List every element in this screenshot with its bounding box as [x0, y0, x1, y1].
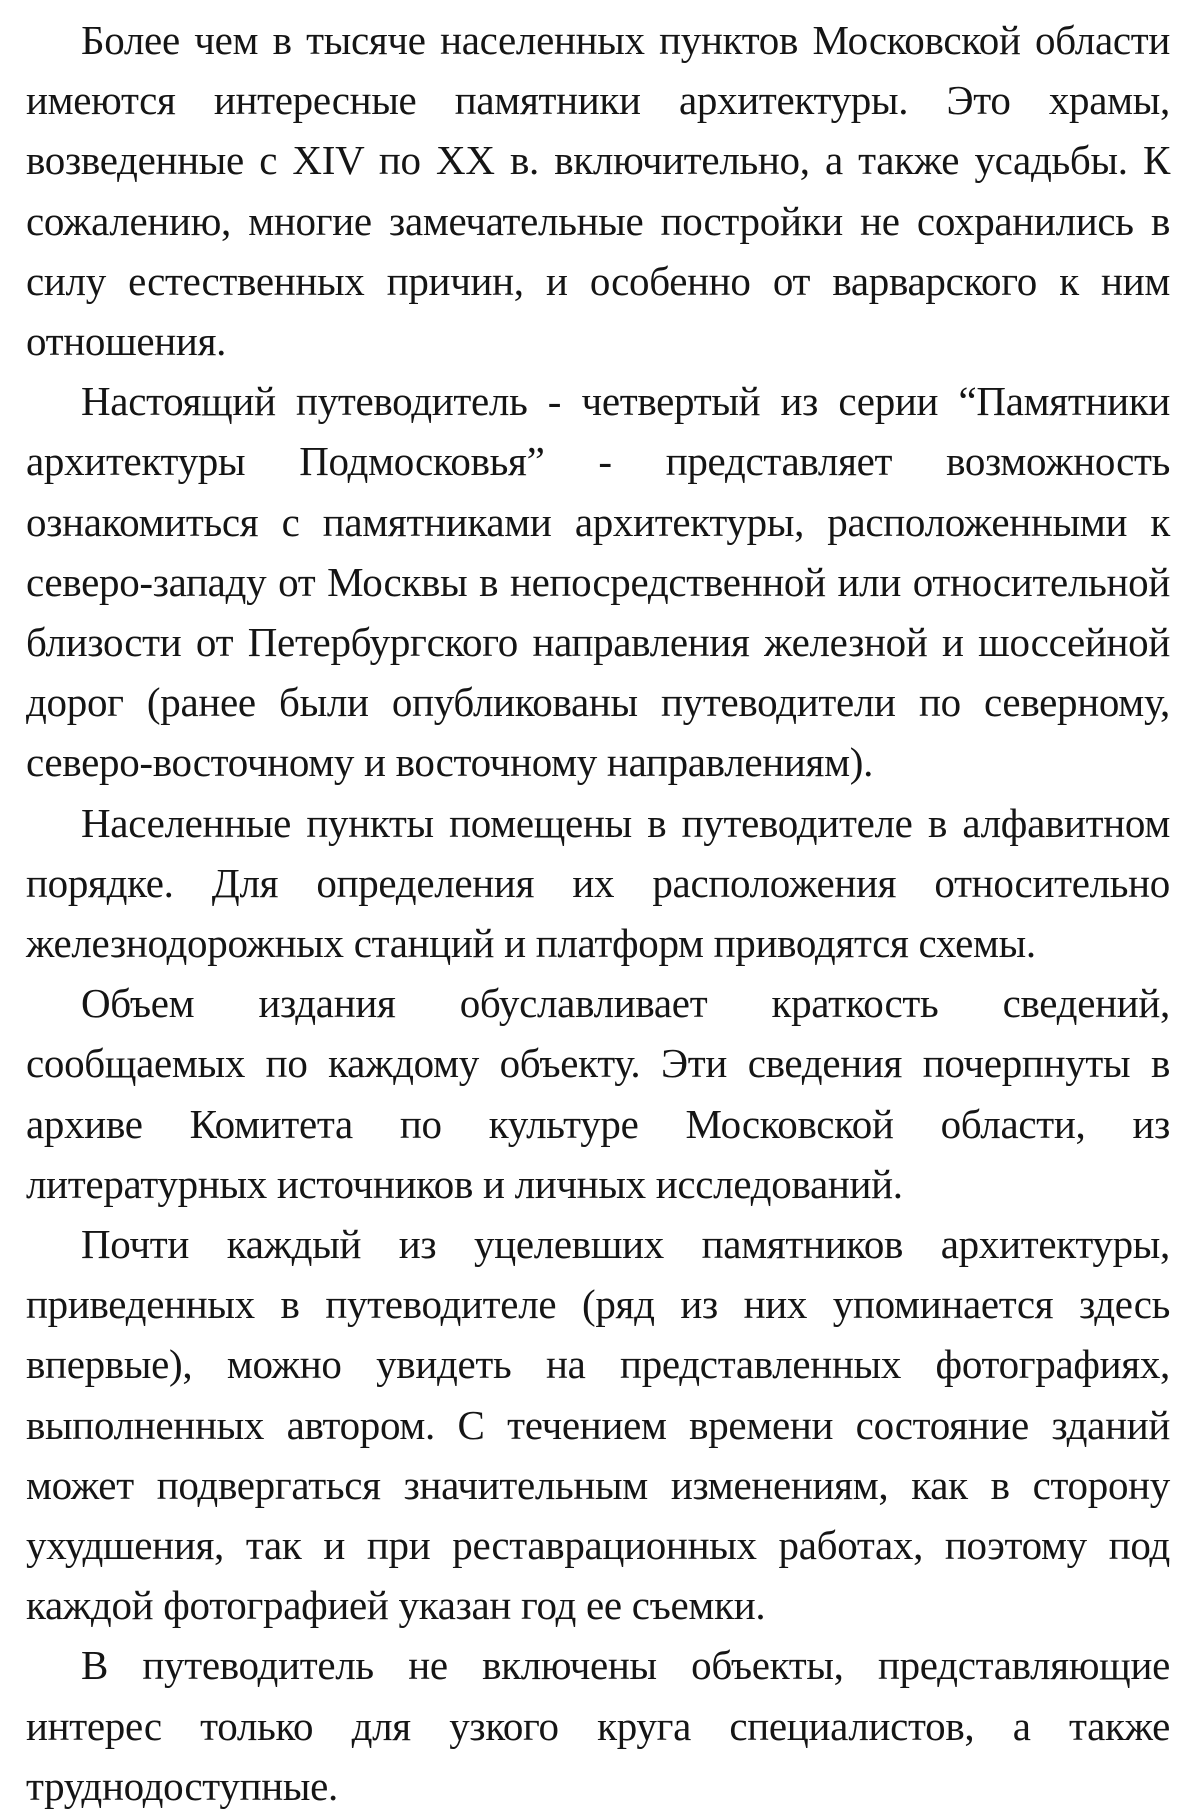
document-page [26, 10, 1170, 1816]
paragraph-intro: Более чем в тысяче населенных пунктов Московской области имеются интересные памятники архитектуры. Это храмы, возведенные с XIV по XX в. включительно, а также усадьбы. К сожалению, многие замечательные постройки не сохранились в силу естественных причин, и особенно от варварского к ним отношения. [26, 17, 1170, 365]
paragraph-volume: Объем издания обуславливает краткость сведений, сообщаемых по каждому объекту. Эти сведения почерпнуты в архиве Комитета по культуре Московской области, из литературных источников и личных исследований. [26, 980, 1170, 1207]
paragraph-alphabetical-order: Населенные пункты помещены в путеводителе в алфавитном порядке. Для определения их расположения относительно железнодорожных станций и платформ приводятся схемы. [26, 799, 1170, 967]
paragraph-exclusions: В путеводитель не включены объекты, представляющие интерес только для узкого круга специалистов, а также труднодоступные. [26, 1642, 1170, 1809]
paragraph-guide-series: Настоящий путеводитель - четвертый из серии “Памятники архитектуры Подмосковья” - представляет возможность ознакомиться с памятниками архитектуры, расположенными к северо-западу от Москвы в непосредственной или относительной близости от Петербургского направления железной и шоссейной дорог (ранее были опубликованы путеводители по северному, северо-восточному и восточному направлениям). [26, 378, 1170, 786]
paragraph-photographs: Почти каждый из уцелевших памятников архитектуры, приведенных в путеводителе (ряд из них упоминается здесь впервые), можно увидеть на представленных фотографиях, выполненных автором. С течением времени состояние зданий может подвергаться значительным изменениям, как в сторону ухудшения, так и при реставрационных работах, поэтому под каждой фотографией указан год ее съемки. [26, 1221, 1170, 1629]
